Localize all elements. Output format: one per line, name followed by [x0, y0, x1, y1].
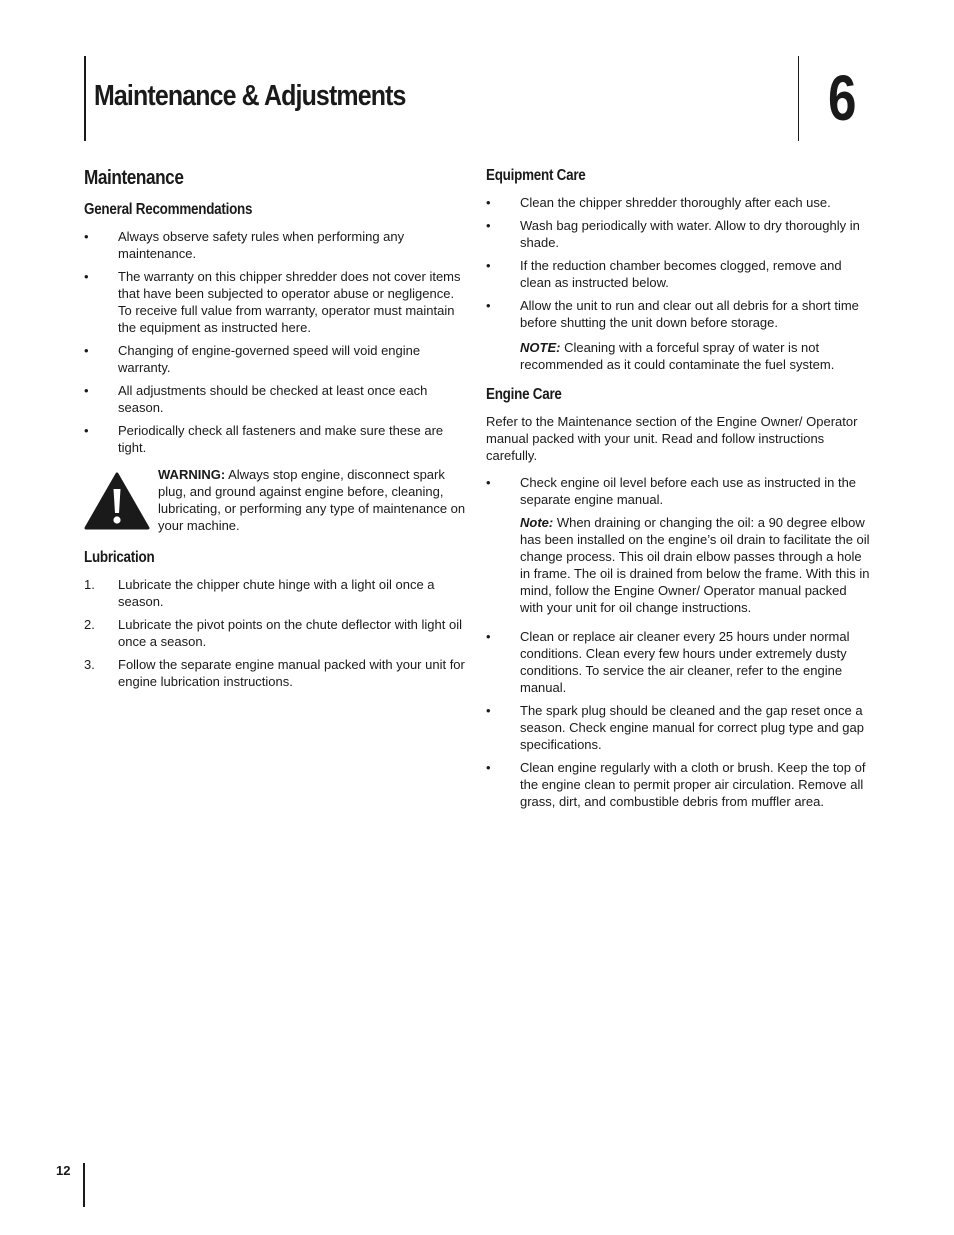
bullet-marker: • [486, 475, 491, 490]
note-label: Note: [520, 515, 554, 530]
list-item: 1. Lubricate the chipper chute hinge with a light oil once a season. [84, 577, 435, 609]
list-item: 2. Lubricate the pivot points on the chute deflector with light oil once a season. [84, 617, 462, 649]
list-number: 3. [84, 657, 95, 672]
equipment-care-list [486, 194, 872, 331]
bullet-marker: • [486, 629, 491, 644]
list-item: • Check engine oil level before each use as instructed in the separate engine manual. [486, 475, 857, 507]
list-item: • Clean or replace air cleaner every 25 hours under normal conditions. Clean every few hours under extremely dusty conditions. To service the air cleaner, refer to the engine manual. [486, 629, 850, 695]
section-heading-maintenance: Maintenance [84, 167, 184, 189]
warning-text: Always stop engine, disconnect spark plug, and ground against engine before, cleaning, lubricating, or performing any type of maintenance on your machine. [158, 467, 466, 533]
list-item: • The warranty on this chipper shredder does not cover items that have been subjected to operator abuse or negligence. To receive full value from warranty, operator must maintain the equipment as instructed here. [84, 269, 461, 335]
bullet-marker: • [486, 298, 491, 313]
footer-rule [83, 1163, 85, 1207]
left-column [84, 166, 466, 698]
list-item: • Clean engine regularly with a cloth or brush. Keep the top of the engine clean to permit proper air circulation. Remove all grass, dirt, and combustible debris from muffler area. [486, 760, 866, 809]
bullet-marker: • [486, 195, 491, 210]
subheading-equipment-care: Equipment Care [486, 167, 586, 184]
engine-oil-note: Note: When draining or changing the oil: a 90 degree elbow has been installed on the engine’s oil drain to facilitate the oil change process. This oil drain elbow passes through a hole in frame. The oil is drained from below the frame. With this in mind, follow the Engine Owner/ Operator manual packed with your unit for oil change instructions. [520, 515, 870, 615]
list-item: • Changing of engine-governed speed will void engine warranty. [84, 343, 421, 375]
subheading-lubrication: Lubrication [84, 549, 155, 566]
list-item: • Periodically check all fasteners and make sure these are tight. [84, 423, 444, 455]
engine-care-list-1 [486, 474, 872, 508]
chapter-number: 6 [828, 62, 857, 134]
chapter-rule [798, 56, 799, 141]
right-column [486, 166, 872, 818]
warning-triangle-icon [84, 472, 150, 530]
page-number: 12 [56, 1163, 71, 1178]
warning-block [84, 466, 466, 534]
bullet-marker: • [84, 383, 89, 398]
page-title: Maintenance & Adjustments [94, 80, 406, 112]
lubrication-list [84, 576, 466, 690]
bullet-marker: • [84, 229, 89, 244]
title-rule [84, 56, 86, 141]
equipment-note: NOTE: Cleaning with a forceful spray of water is not recommended as it could contaminate the fuel system. [520, 340, 835, 372]
engine-care-intro: Refer to the Maintenance section of the Engine Owner/ Operator manual packed with your unit. Read and follow instructions carefully. [486, 414, 858, 463]
list-item: • All adjustments should be checked at least once each season. [84, 383, 428, 415]
list-item: • Wash bag periodically with water. Allow to dry thoroughly in shade. [486, 218, 860, 250]
bullet-marker: • [84, 269, 89, 284]
subheading-engine-care: Engine Care [486, 386, 562, 403]
list-number: 2. [84, 617, 95, 632]
bullet-marker: • [84, 343, 89, 358]
list-number: 1. [84, 577, 95, 592]
list-item: • Allow the unit to run and clear out all debris for a short time before shutting the unit down before storage. [486, 298, 859, 330]
bullet-marker: • [486, 258, 491, 273]
engine-care-list-2 [486, 628, 872, 810]
warning-label: WARNING: [158, 467, 226, 482]
bullet-marker: • [84, 423, 89, 438]
list-item: • The spark plug should be cleaned and the gap reset once a season. Check engine manual for correct plug type and gap specifications. [486, 703, 864, 752]
bullet-marker: • [486, 218, 491, 233]
subheading-general-recommendations: General Recommendations [84, 201, 253, 218]
list-item: 3. Follow the separate engine manual packed with your unit for engine lubrication instructions. [84, 657, 465, 689]
list-item: • Clean the chipper shredder thoroughly after each use. [486, 195, 831, 210]
general-recommendations-list [84, 228, 466, 456]
list-item: • If the reduction chamber becomes clogged, remove and clean as instructed below. [486, 258, 842, 290]
list-item: • Always observe safety rules when performing any maintenance. [84, 229, 405, 261]
note-label: NOTE: [520, 340, 561, 355]
bullet-marker: • [486, 760, 491, 775]
bullet-marker: • [486, 703, 491, 718]
